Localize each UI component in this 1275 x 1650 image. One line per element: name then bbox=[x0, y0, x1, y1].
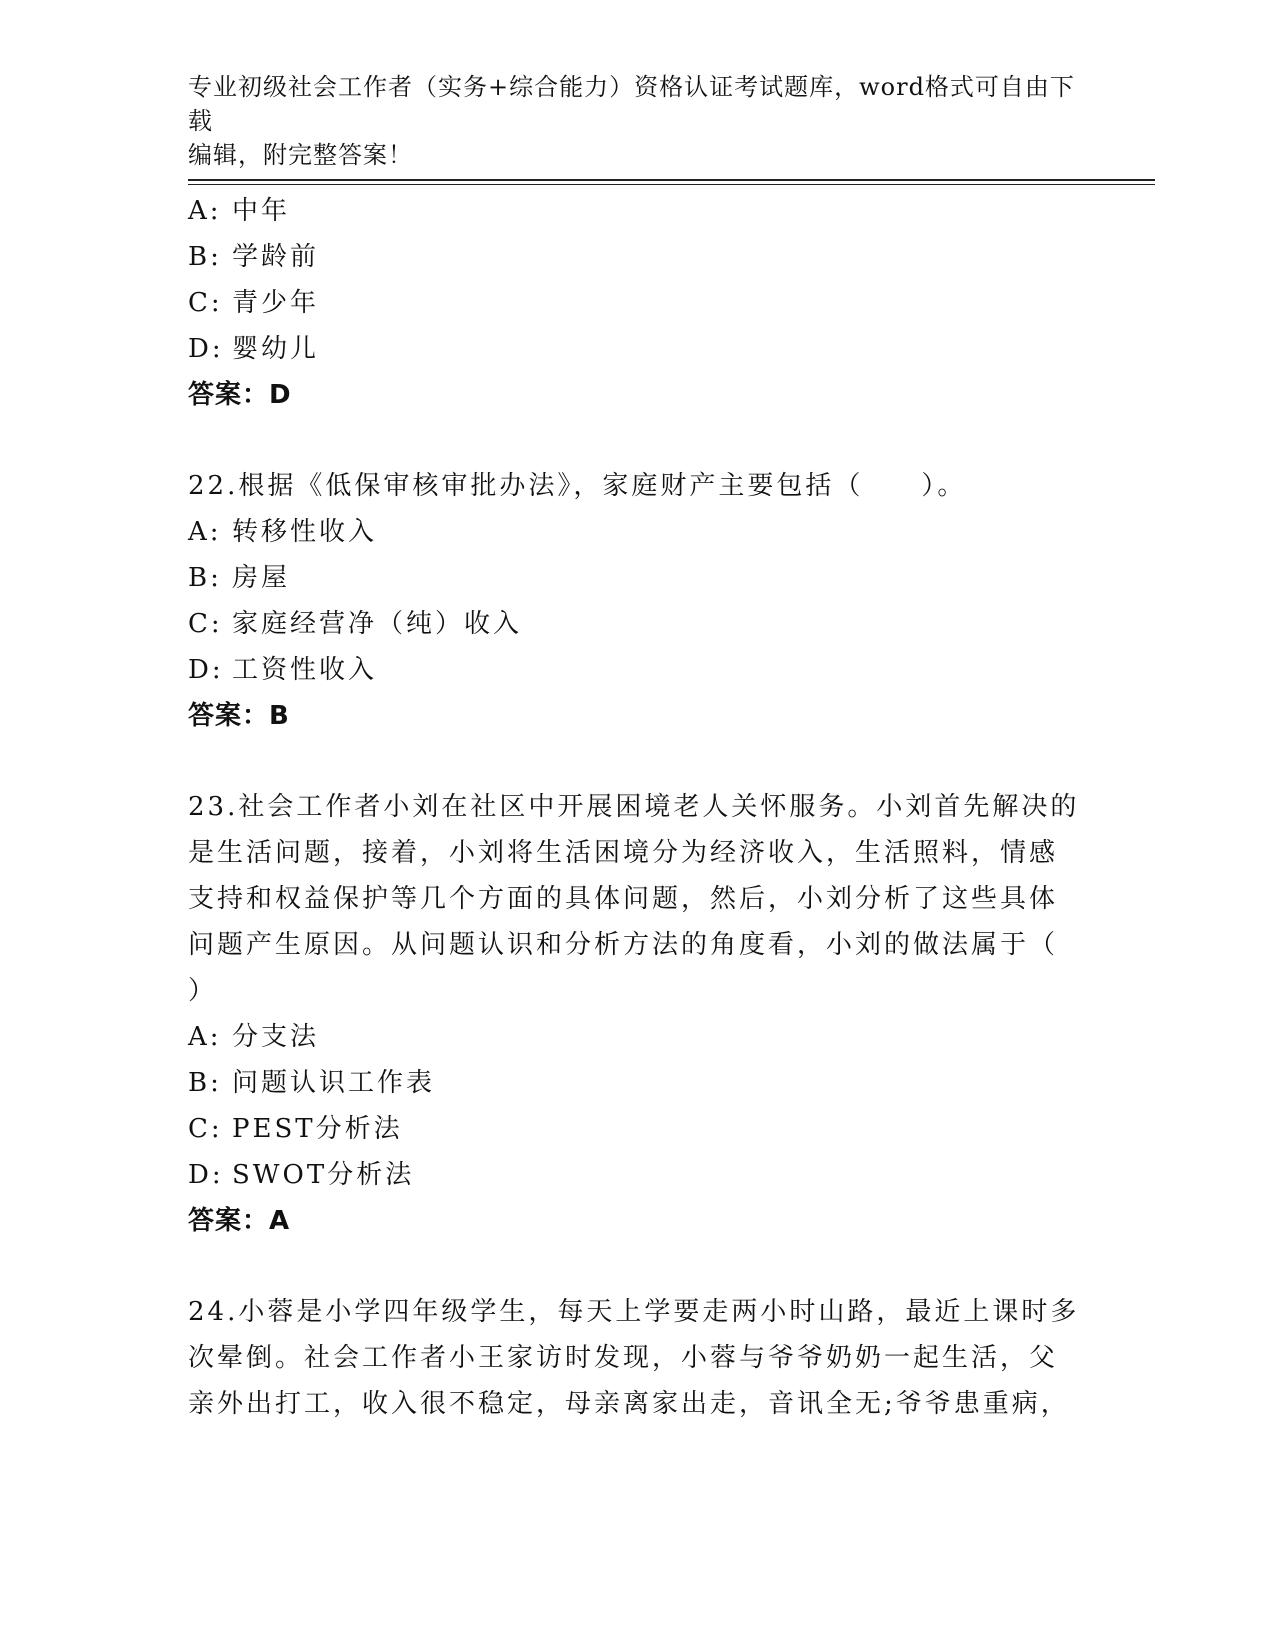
option-a bbox=[188, 509, 1088, 555]
question-21 bbox=[188, 188, 1088, 418]
option-a bbox=[188, 1014, 1088, 1060]
question-stem-line: 支持和权益保护等几个方面的具体问题，然后，小刘分析了这些具体 bbox=[188, 884, 1059, 914]
header-line-2: 编辑，附完整答案！ bbox=[188, 141, 413, 169]
option-letter: C: bbox=[188, 1114, 223, 1144]
option-letter: D: bbox=[188, 1160, 224, 1190]
option-letter: D: bbox=[188, 334, 224, 364]
option-b bbox=[188, 1060, 1088, 1106]
question-stem-line: ） bbox=[188, 976, 218, 1006]
option-b bbox=[188, 555, 1088, 601]
question-stem-line: 24.小蓉是小学四年级学生，每天上学要走两小时山路，最近上课时多 bbox=[188, 1297, 1080, 1327]
question-22 bbox=[188, 463, 1088, 739]
option-text: 房屋 bbox=[232, 563, 291, 593]
question-stem-line: 23.社会工作者小刘在社区中开展困境老人关怀服务。小刘首先解决的 bbox=[188, 792, 1080, 822]
question-stem: 22.根据《低保审核审批办法》，家庭财产主要包括（ ）。 bbox=[188, 471, 967, 501]
option-b bbox=[188, 234, 1088, 280]
option-c bbox=[188, 601, 1088, 647]
answer-label: 答案：D bbox=[188, 380, 292, 410]
option-c bbox=[188, 1106, 1088, 1152]
option-d bbox=[188, 1152, 1088, 1198]
answer-label: 答案：A bbox=[188, 1206, 291, 1236]
option-d bbox=[188, 647, 1088, 693]
question-stem-line: 亲外出打工，收入很不稳定，母亲离家出走，音讯全无;爷爷患重病， bbox=[188, 1389, 1070, 1419]
answer-label: 答案：B bbox=[188, 701, 290, 731]
option-letter: A: bbox=[188, 1022, 222, 1052]
option-text: SWOT分析法 bbox=[232, 1160, 415, 1190]
option-letter: C: bbox=[188, 609, 223, 639]
option-letter: B: bbox=[188, 563, 222, 593]
spacer bbox=[188, 1244, 1088, 1289]
option-letter: B: bbox=[188, 1068, 222, 1098]
option-letter: B: bbox=[188, 242, 222, 272]
question-stem-line: 问题产生原因。从问题认识和分析方法的角度看，小刘的做法属于（ bbox=[188, 930, 1059, 960]
option-text: 分支法 bbox=[232, 1022, 320, 1052]
option-text: 问题认识工作表 bbox=[232, 1068, 436, 1098]
document-header bbox=[188, 70, 1088, 172]
option-text: 学龄前 bbox=[232, 242, 320, 272]
option-letter: A: bbox=[188, 517, 222, 547]
option-letter: D: bbox=[188, 655, 224, 685]
option-text: 婴幼儿 bbox=[232, 334, 320, 364]
question-stem-line: 次晕倒。社会工作者小王家访时发现，小蓉与爷爷奶奶一起生活，父 bbox=[188, 1343, 1059, 1373]
option-text: 中年 bbox=[232, 196, 291, 226]
header-line-1: 专业初级社会工作者（实务+综合能力）资格认证考试题库，word格式可自由下载 bbox=[188, 73, 1075, 135]
header-rule-thin bbox=[188, 184, 1155, 185]
question-stem-line: 是生活问题，接着，小刘将生活困境分为经济收入，生活照料，情感 bbox=[188, 838, 1059, 868]
spacer bbox=[188, 739, 1088, 784]
option-text: 青少年 bbox=[232, 288, 320, 318]
header-rule-thick bbox=[188, 179, 1155, 181]
option-c bbox=[188, 280, 1088, 326]
option-text: 工资性收入 bbox=[232, 655, 378, 685]
option-text: 家庭经营净（纯）收入 bbox=[232, 609, 523, 639]
option-a bbox=[188, 188, 1088, 234]
question-content bbox=[188, 188, 1088, 1427]
option-letter: C: bbox=[188, 288, 223, 318]
question-24 bbox=[188, 1289, 1088, 1427]
option-text: 转移性收入 bbox=[232, 517, 378, 547]
spacer bbox=[188, 418, 1088, 463]
option-text: PEST分析法 bbox=[232, 1114, 403, 1144]
option-d bbox=[188, 326, 1088, 372]
option-letter: A: bbox=[188, 196, 222, 226]
question-23 bbox=[188, 784, 1088, 1244]
